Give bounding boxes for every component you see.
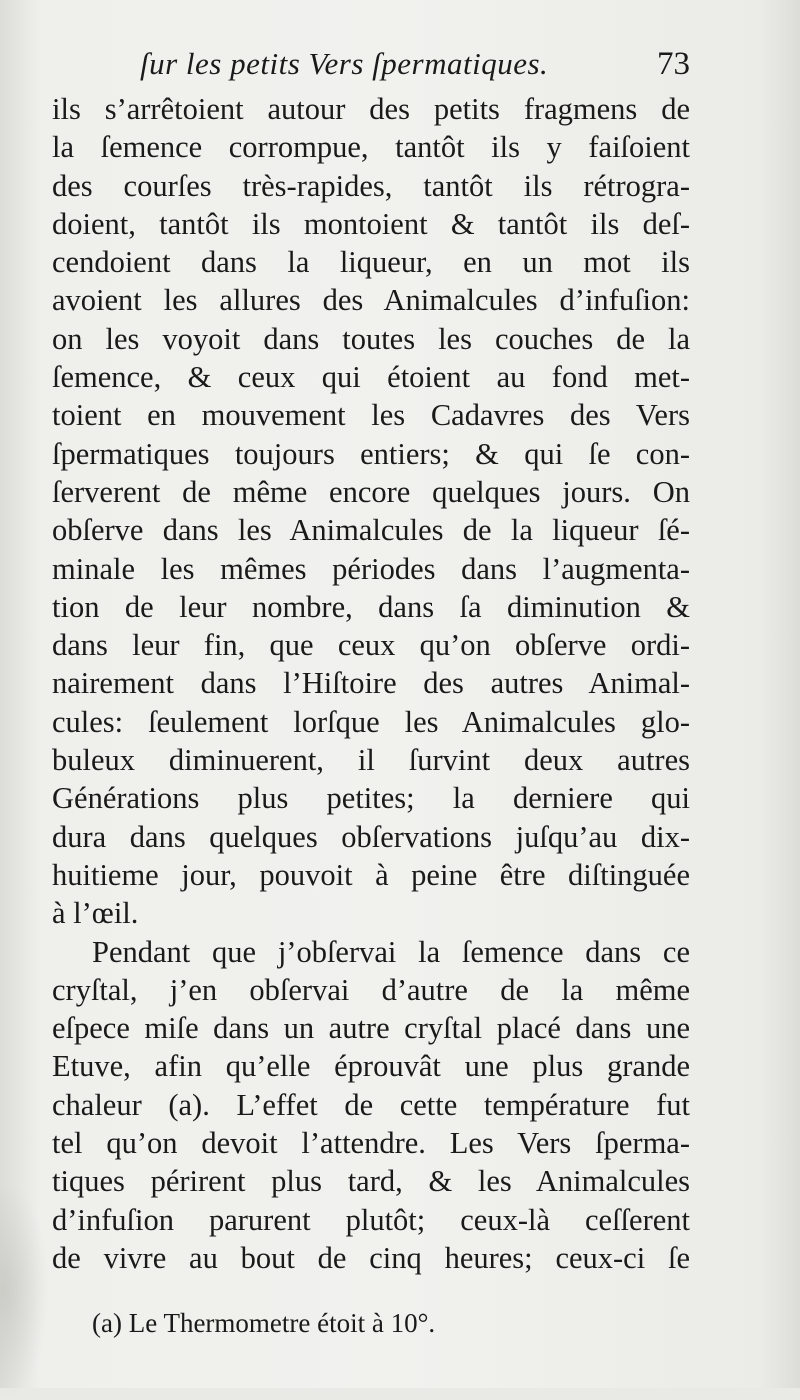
- text-line: nairement dans l’Hiſtoire des autres Animal-: [52, 666, 690, 701]
- running-head: ſur les petits Vers ſpermatiques.: [140, 46, 549, 81]
- text-line: obſerve dans les Animalcules de la liqueur ſé-: [52, 513, 690, 548]
- text-line: buleux diminuerent, il ſurvint deux autres: [52, 743, 690, 778]
- text-line: ils s’arrêtoient autour des petits fragmens de: [52, 92, 690, 126]
- paragraph-2: [52, 933, 690, 1278]
- text-line: ſemence, & ceux qui étoient au fond met-: [52, 360, 690, 395]
- text-line: dans leur fin, que ceux qu’on obſerve ordi-: [52, 628, 690, 663]
- text-line: la ſemence corrompue, tantôt ils y faiſoient: [52, 130, 690, 165]
- text-line: cendoient dans la liqueur, en un mot ils: [52, 245, 690, 280]
- text-line: eſpece miſe dans un autre cryſtal placé dans une: [52, 1011, 690, 1046]
- text-line: doient, tantôt ils montoient & tantôt ils deſ-: [52, 206, 690, 241]
- footnote: (a) Le Thermometre étoit à 10°.: [92, 1308, 436, 1338]
- text-line: des courſes très-rapides, tantôt ils rétrogra-: [52, 168, 690, 203]
- text-line: huitieme jour, pouvoit à peine être diſtinguée: [52, 857, 690, 892]
- text-line: Etuve, afin qu’elle éprouvât une plus grande: [52, 1049, 690, 1084]
- text-line: avoient les allures des Animalcules d’infuſion:: [52, 283, 690, 318]
- body-text: [52, 90, 690, 1277]
- text-line: toient en mouvement les Cadavres des Vers: [52, 398, 690, 433]
- paper-stain: [0, 1180, 50, 1400]
- text-line: on les voyoit dans toutes les couches de la: [52, 321, 690, 356]
- text-line: chaleur (a). L’effet de cette température fut: [52, 1087, 690, 1122]
- text-line: tiques périrent plus tard, & les Animalcules: [52, 1164, 690, 1199]
- text-line: minale les mêmes périodes dans l’augmenta-: [52, 551, 690, 586]
- text-line: ſpermatiques toujours entiers; & qui ſe con-: [52, 436, 690, 471]
- text-line: tel qu’on devoit l’attendre. Les Vers ſperma-: [52, 1126, 690, 1161]
- text-line: cules: ſeulement lorſque les Animalcules glo-: [52, 704, 690, 739]
- text-line: cryſtal, j’en obſervai d’autre de la même: [52, 972, 690, 1007]
- text-line: Pendant que j’obſervai la ſemence dans ce: [92, 934, 690, 969]
- text-line: ſerverent de même encore quelques jours. On: [52, 474, 690, 509]
- text-line: tion de leur nombre, dans ſa diminution &: [52, 589, 690, 624]
- paragraph-1: [52, 90, 690, 933]
- text-line: de vivre au bout de cinq heures; ceux-ci ſe: [52, 1240, 690, 1275]
- page-header: [140, 46, 690, 86]
- text-line: d’infuſion parurent plutôt; ceux-là ceſſerent: [52, 1202, 690, 1237]
- text-line: Générations plus petites; la derniere qui: [52, 781, 690, 816]
- page-number: 73: [657, 46, 690, 82]
- text-line: à l’œil.: [52, 896, 139, 931]
- text-line: dura dans quelques obſervations juſqu’au dix-: [52, 819, 690, 854]
